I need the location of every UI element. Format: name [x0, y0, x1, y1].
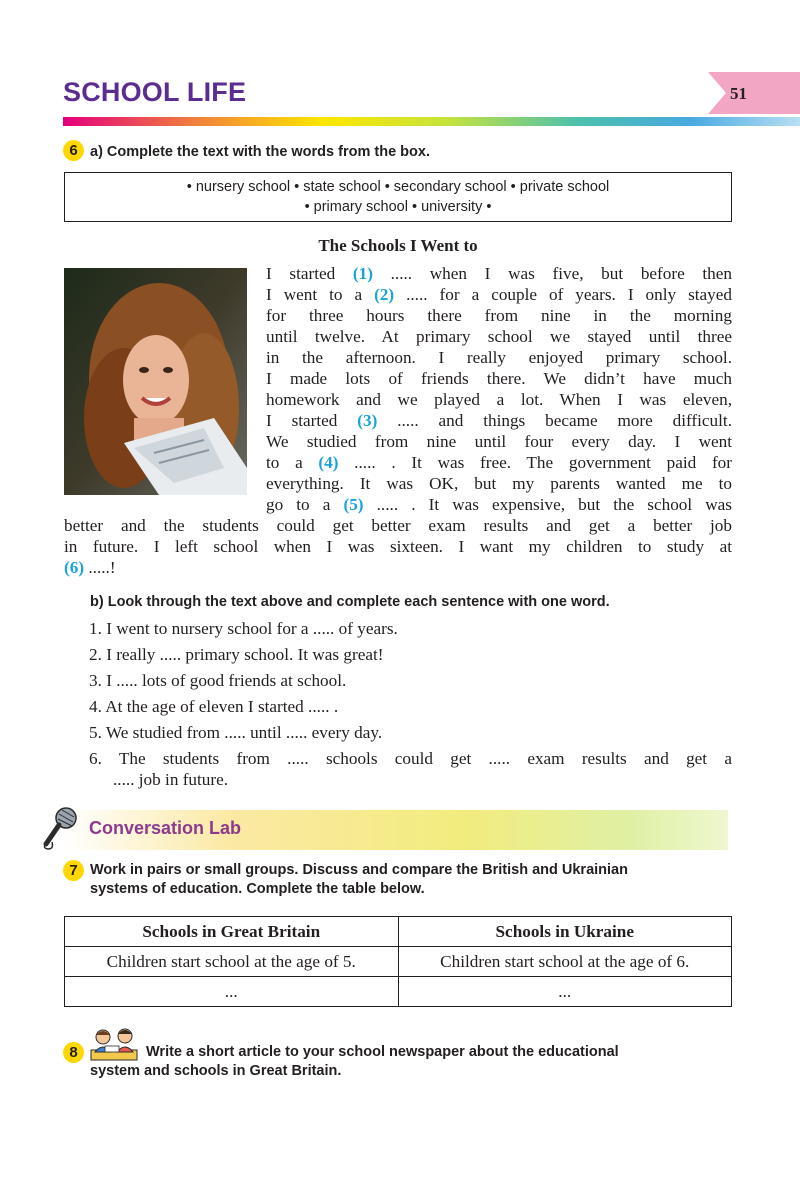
exercise-6b-instruction: b) Look through the text above and complete each sentence with one word.	[90, 594, 610, 610]
sentence-5: 5. We studied from ..... until ..... every day.	[89, 723, 383, 742]
blank-number: (6)	[64, 558, 85, 577]
story-line-12: go to a (5) ..... . It was expensive, but the school was	[266, 495, 732, 514]
exercise-6a-instruction: a) Complete the text with the words from the box.	[90, 144, 430, 160]
table-cell: ...	[65, 977, 399, 1007]
sentence-1: 1. I went to nursery school for a ..... of years.	[89, 619, 398, 638]
story-line-14: in future. I left school when I was sixteen. I want my children to study at	[64, 537, 732, 556]
blank-number: (2)	[374, 285, 395, 304]
rainbow-divider	[63, 117, 800, 126]
word-box	[64, 172, 732, 222]
story-line-6: I made lots of friends there. We didn’t have much	[266, 369, 732, 388]
microphone-icon	[40, 806, 80, 850]
sentence-6-continued: ..... job in future.	[113, 770, 229, 789]
story-line-2: I went to a (2) ..... for a couple of years. I only stayed	[266, 285, 732, 304]
table-row	[65, 977, 732, 1007]
table-header-row	[65, 917, 732, 947]
table-cell: Children start school at the age of 5.	[65, 947, 399, 977]
exercise-8-instruction-line-2: system and schools in Great Britain.	[90, 1063, 342, 1079]
blank-number: (4)	[318, 453, 339, 472]
sentence-6: 6. The students from ..... schools could get ..... exam results and get a	[89, 749, 732, 768]
word-box-line-2: • primary school • university •	[304, 199, 492, 215]
story-line-8: I started (3) ..... and things became more difficult.	[266, 411, 732, 430]
woman-photo	[64, 268, 247, 495]
table-cell: ...	[398, 977, 732, 1007]
exercise-6-badge: 6	[63, 140, 84, 161]
sentence-2: 2. I really ..... primary school. It was great!	[89, 645, 384, 664]
table-cell: Children start school at the age of 6.	[398, 947, 732, 977]
story-line-13: better and the students could get better exam results and get a better job	[64, 516, 732, 535]
story-line-11: everything. It was OK, but my parents wanted me to	[266, 474, 732, 493]
exercise-8-instruction-line-1: Write a short article to your school newspaper about the educational	[146, 1044, 619, 1060]
story-line-5: in the afternoon. I really enjoyed primary school.	[266, 348, 732, 367]
woman-photo-illustration	[64, 268, 247, 495]
blank-number: (5)	[343, 495, 364, 514]
exercise-7-instruction-line-1: Work in pairs or small groups. Discuss and compare the British and Ukrainian	[90, 862, 628, 878]
story-line-9: We studied from nine until four every day. I went	[266, 432, 732, 451]
sentence-3: 3. I ..... lots of good friends at school.	[89, 671, 347, 690]
word-box-line-1: • nursery school • state school • secondary school • private school	[186, 179, 610, 195]
sentence-4: 4. At the age of eleven I started ..... .	[89, 697, 339, 716]
table-row	[65, 947, 732, 977]
story-title: The Schools I Went to	[318, 236, 478, 255]
story-line-10: to a (4) ..... . It was free. The government paid for	[266, 453, 732, 472]
page-number: 51	[730, 84, 747, 103]
blank-number: (1)	[352, 264, 373, 283]
story-line-4: until twelve. At primary school we stayed until three	[266, 327, 732, 346]
page-number-tab	[708, 72, 800, 114]
page-title: SCHOOL LIFE	[63, 77, 247, 107]
table-header-britain: Schools in Great Britain	[65, 917, 399, 947]
story-line-15: (6) .....!	[64, 558, 116, 577]
exercise-7-instruction-line-2: systems of education. Complete the table below.	[90, 881, 425, 897]
table-header-ukraine: Schools in Ukraine	[398, 917, 732, 947]
story-line-3: for three hours there from nine in the morning	[266, 306, 732, 325]
conversation-lab-title: Conversation Lab	[89, 818, 242, 838]
exercise-8-badge: 8	[63, 1042, 84, 1063]
blank-number: (3)	[357, 411, 378, 430]
story-line-1: I started (1) ..... when I was five, but before then	[266, 264, 732, 283]
comparison-table	[64, 916, 732, 1007]
story-line-7: homework and we played a lot. When I was eleven,	[266, 390, 732, 409]
exercise-7-badge: 7	[63, 860, 84, 881]
children-writing-icon	[89, 1026, 139, 1062]
